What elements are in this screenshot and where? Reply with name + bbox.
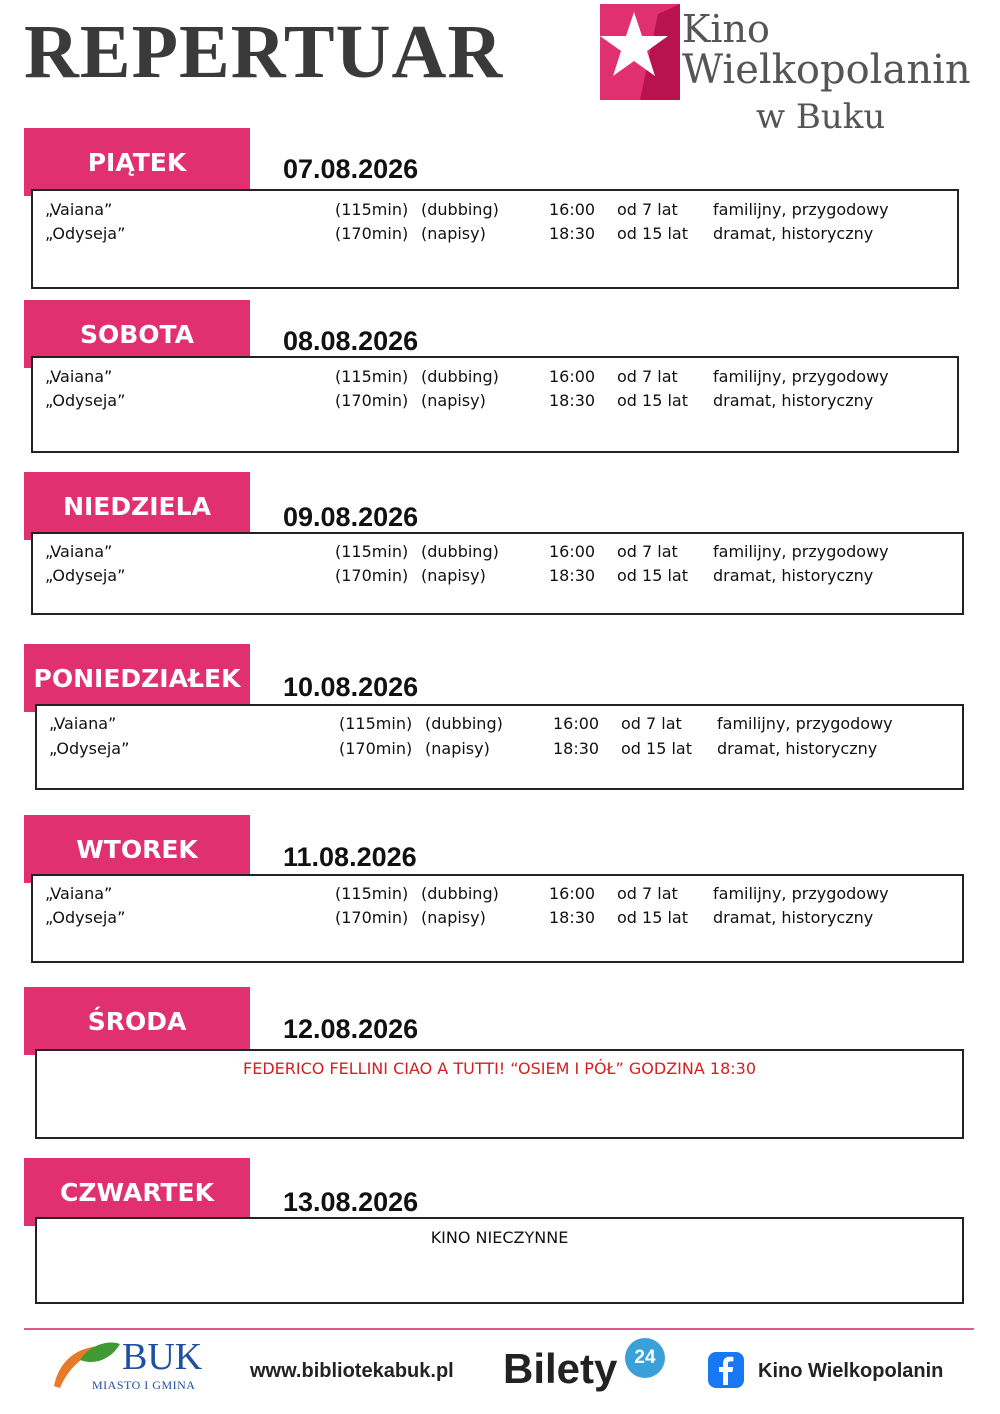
day-date: 13.08.2026 [283,1187,419,1217]
film-age-rating: od 15 lat [617,566,688,585]
bilety24-logo[interactable]: Bilety [503,1345,618,1392]
day-label: PIĄTEK [24,128,250,196]
film-age-rating: od 15 lat [617,908,688,927]
day-label: PONIEDZIAŁEK [24,644,250,712]
star-logo-icon [600,4,680,100]
film-genre: familijny, przygodowy [713,367,889,386]
film-age-rating: od 15 lat [617,224,688,243]
film-time: 16:00 [549,884,596,903]
day-date: 10.08.2026 [283,672,419,702]
film-age-rating: od 7 lat [621,714,682,733]
film-duration: (170min) [335,908,409,927]
film-title: „Vaiana” [45,367,113,386]
film-version: (napisy) [421,566,486,585]
buk-logo-text: BUK [122,1336,203,1378]
facebook-page-name[interactable]: Kino Wielkopolanin [758,1360,944,1382]
film-genre: familijny, przygodowy [717,714,893,733]
film-time: 18:30 [553,739,600,758]
screening-row [33,542,962,566]
film-age-rating: od 15 lat [621,739,692,758]
film-genre: dramat, historyczny [713,224,874,243]
cinema-closed-notice: KINO NIECZYNNE [430,1228,569,1247]
film-genre: familijny, przygodowy [713,542,889,561]
day-date: 11.08.2026 [283,842,417,872]
screening-row [33,200,957,224]
screening-row [33,367,957,391]
film-version: (dubbing) [421,542,499,561]
notice-box [35,1049,964,1139]
day-label: CZWARTEK [24,1158,250,1226]
film-title: „Vaiana” [45,542,113,561]
film-title: „Odyseja” [45,391,126,410]
screenings-box [31,874,964,963]
film-version: (dubbing) [421,367,499,386]
film-time: 18:30 [549,908,596,927]
screenings-box [31,189,959,289]
film-version: (napisy) [421,224,486,243]
special-screening-notice: FEDERICO FELLINI CIAO A TUTTI! “OSIEM I PÓŁ” GODZINA 18:30 [243,1059,756,1078]
cinema-logo [600,4,971,137]
film-version: (napisy) [421,908,486,927]
day-date: 12.08.2026 [283,1014,419,1044]
screening-row [33,566,962,590]
day-label: SOBOTA [24,300,250,368]
film-version: (dubbing) [425,714,503,733]
film-time: 16:00 [553,714,600,733]
film-duration: (115min) [335,200,409,219]
day-label: NIEDZIELA [24,472,250,540]
logo-line-w-buku: w Buku [756,97,886,137]
day-date: 07.08.2026 [283,154,419,184]
screenings-box [35,704,964,790]
screening-row [33,224,957,248]
film-title: „Vaiana” [49,714,117,733]
notice-box [35,1217,964,1304]
film-age-rating: od 7 lat [617,367,678,386]
film-version: (napisy) [421,391,486,410]
screenings-box [31,532,964,615]
film-time: 18:30 [549,224,596,243]
film-duration: (170min) [339,739,413,758]
day-label: ŚRODA [24,987,250,1055]
screenings-box [31,356,959,453]
film-time: 16:00 [549,200,596,219]
film-age-rating: od 7 lat [617,884,678,903]
film-duration: (115min) [335,542,409,561]
facebook-f-icon [708,1352,744,1388]
film-time: 16:00 [549,367,596,386]
film-time: 18:30 [549,566,596,585]
day-date: 09.08.2026 [283,502,419,532]
film-title: „Vaiana” [45,884,113,903]
film-duration: (170min) [335,224,409,243]
bilety24-badge: 24 [625,1338,665,1378]
buk-logo [50,1338,210,1394]
buk-logo-subtitle: MIASTO I GMINA [92,1378,196,1392]
film-duration: (115min) [339,714,413,733]
logo-line-wielkopolanin: Wielkopolanin [682,47,971,93]
film-age-rating: od 15 lat [617,391,688,410]
film-genre: dramat, historyczny [717,739,878,758]
screening-row [33,884,962,908]
screening-row [33,391,957,415]
film-title: „Odyseja” [45,224,126,243]
day-date: 08.08.2026 [283,326,419,356]
film-title: „Vaiana” [45,200,113,219]
footer-divider [24,1328,974,1330]
page-title: REPERTUAR [24,10,504,94]
film-duration: (115min) [335,367,409,386]
website-link[interactable]: www.bibliotekabuk.pl [250,1360,454,1382]
film-genre: familijny, przygodowy [713,200,889,219]
film-time: 16:00 [549,542,596,561]
day-label: WTOREK [24,815,250,883]
facebook-icon[interactable] [708,1352,744,1388]
screening-row [33,908,962,932]
film-age-rating: od 7 lat [617,542,678,561]
film-genre: dramat, historyczny [713,908,874,927]
film-version: (napisy) [425,739,490,758]
film-genre: familijny, przygodowy [713,884,889,903]
film-time: 18:30 [549,391,596,410]
film-title: „Odyseja” [49,739,130,758]
film-duration: (170min) [335,391,409,410]
screening-row [37,739,962,763]
film-version: (dubbing) [421,884,499,903]
film-duration: (170min) [335,566,409,585]
film-title: „Odyseja” [45,566,126,585]
film-age-rating: od 7 lat [617,200,678,219]
logo-line-kino: Kino [682,7,770,51]
film-title: „Odyseja” [45,908,126,927]
film-duration: (115min) [335,884,409,903]
film-genre: dramat, historyczny [713,391,874,410]
screening-row [37,714,962,738]
film-version: (dubbing) [421,200,499,219]
film-genre: dramat, historyczny [713,566,874,585]
